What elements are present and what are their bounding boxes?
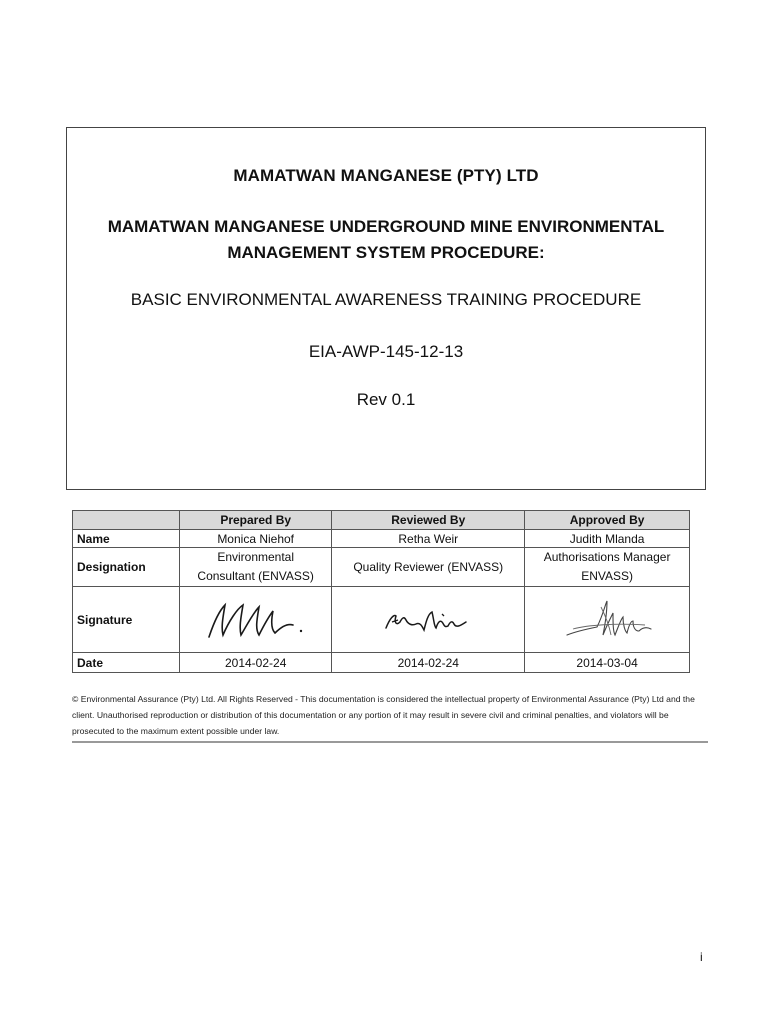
reviewer-designation [332,548,525,587]
approver-signature-image [557,595,657,645]
procedure-title-line1: MAMATWAN MANGANESE UNDERGROUND MINE ENVIRONMENTAL [107,217,665,236]
approver-date: 2014-03-04 [525,653,690,673]
revision: Rev 0.1 [356,390,416,409]
header-prepared-by: Prepared By [180,511,332,530]
designation-label: Designation [73,548,180,587]
approver-name: Judith Mlanda [525,530,690,548]
approver-designation-line2: ENVASS) [581,569,633,583]
preparer-name: Monica Niehof [180,530,332,548]
reviewer-date: 2014-02-24 [332,653,525,673]
header-corner [73,511,180,530]
header-approved-by: Approved By [525,511,690,530]
date-label: Date [73,653,180,673]
signature-row [73,587,690,653]
preparer-date: 2014-02-24 [180,653,332,673]
approver-designation-line1: Authorisations Manager [543,550,671,564]
company-name: MAMATWAN MANGANESE (PTY) LTD [233,166,539,185]
reviewer-signature [332,587,525,653]
procedure-name: BASIC ENVIRONMENTAL AWARENESS TRAINING PROCEDURE [130,290,642,309]
preparer-signature [180,587,332,653]
approver-signature [525,587,690,653]
copyright-notice: © Environmental Assurance (Pty) Ltd. All Rights Reserved - This documentation is considered the intellectual property of Environmental Assurance (Pty) Ltd and the client. Unauthorised reproduction or distribution of this documentation or any portion of it may result in severe civil and criminal penalties, and violators will be prosecuted to the maximum extent possible under law. [72,691,708,743]
designation-row [73,548,690,587]
approver-designation [525,548,690,587]
page-number: i [700,950,703,964]
date-row [73,653,690,673]
preparer-designation-line2: Consultant (ENVASS) [197,569,314,583]
header-reviewed-by: Reviewed By [332,511,525,530]
procedure-title-line2: MANAGEMENT SYSTEM PROCEDURE: [227,243,545,262]
reviewer-designation-line1: Quality Reviewer (ENVASS) [353,559,504,574]
approval-table [72,510,690,673]
name-label: Name [73,530,180,548]
signature-label: Signature [73,587,180,653]
procedure-title [87,214,685,266]
approval-header-row [73,511,690,530]
name-row [73,530,690,548]
cover-title-box [66,127,706,490]
document-code: EIA-AWP-145-12-13 [308,342,464,361]
reviewer-signature-image [378,600,478,640]
preparer-designation [180,548,332,587]
reviewer-name: Retha Weir [332,530,525,548]
preparer-signature-image [201,597,311,643]
preparer-designation-line1: Environmental [217,550,295,564]
